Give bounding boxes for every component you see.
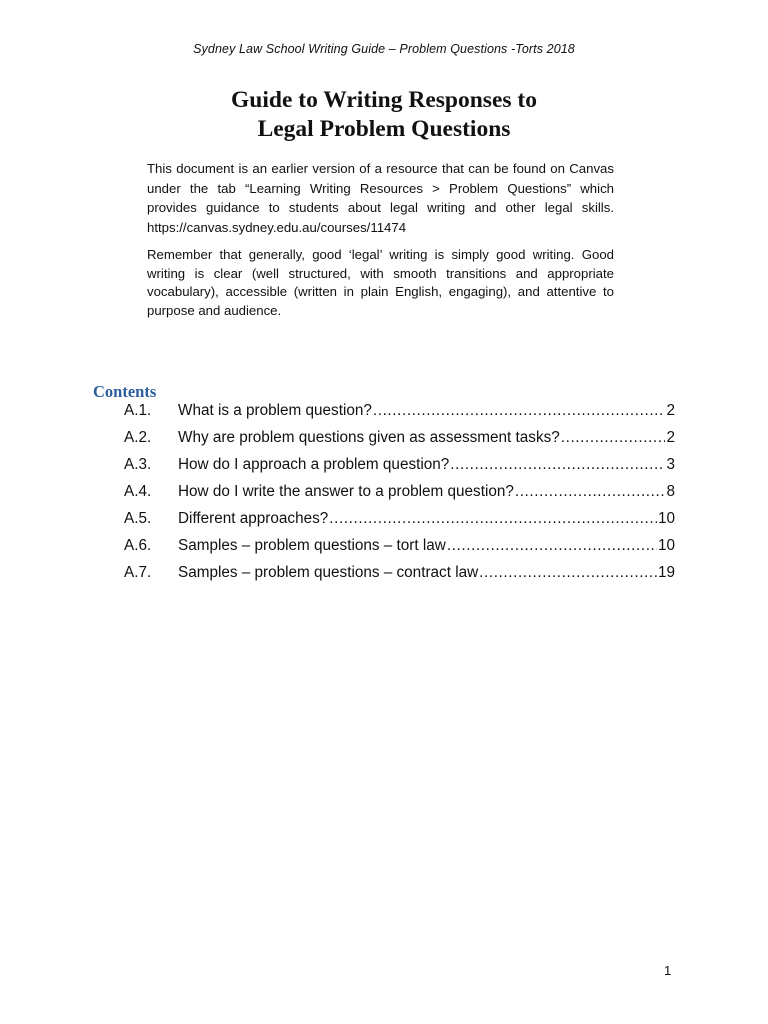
toc-entry-page: 3	[666, 456, 675, 473]
toc-entry[interactable]	[124, 483, 675, 510]
advice-paragraph: Remember that generally, good ‘legal’ writing is simply good writing. Good writing is clear (well structured, with smooth transitions and appropriate vocabulary), accessible (written in plain English, engaging), and attentive to purpose and audience.	[147, 247, 614, 318]
toc-entry-title: Why are problem questions given as assessment tasks?	[178, 429, 560, 446]
toc-dot-leader	[329, 510, 657, 528]
toc-entry-page: 2	[666, 429, 675, 446]
intro-paragraph: This document is an earlier version of a resource that can be found on Canvas under the tab “Learning Writing Resources > Problem Questions” which provides guidance to students about legal writing and other legal skills. https://canvas.sydney.edu.au/courses/11474	[147, 161, 614, 235]
toc-entry-number: A.7.	[124, 564, 152, 581]
toc-entry[interactable]	[124, 564, 675, 591]
title-line-2: Legal Problem Questions	[257, 116, 511, 142]
title-line-1: Guide to Writing Responses to	[231, 87, 537, 113]
toc-entry-number: A.6.	[124, 537, 152, 554]
toc-entry[interactable]	[124, 456, 675, 483]
toc-dot-leader	[515, 483, 666, 501]
toc-dot-leader	[561, 429, 666, 447]
toc-entry-number: A.2.	[124, 429, 152, 446]
document-title	[0, 86, 768, 144]
toc-entry-number: A.4.	[124, 483, 152, 500]
toc-entry[interactable]	[124, 510, 675, 537]
toc-dot-leader	[373, 402, 666, 420]
toc-entry-title: How do I approach a problem question?	[178, 456, 450, 473]
toc-entry-title: Different approaches?	[178, 510, 329, 527]
toc-dot-leader	[450, 456, 665, 474]
toc-entry-title: How do I write the answer to a problem question?	[178, 483, 514, 500]
toc-entry-number: A.1.	[124, 402, 152, 419]
contents-heading: Contents	[93, 382, 157, 401]
toc-entry-page: 10	[657, 537, 675, 554]
toc-entry[interactable]	[124, 402, 675, 429]
toc-entry-page: 2	[666, 402, 675, 419]
toc-entry-number: A.3.	[124, 456, 152, 473]
toc-entry-title: Samples – problem questions – contract law	[178, 564, 479, 581]
toc-entry-page: 19	[657, 564, 675, 581]
toc-entry-page: 8	[666, 483, 675, 500]
toc-entry-page: 10	[657, 510, 675, 527]
toc-entry-number: A.5.	[124, 510, 152, 527]
running-header: Sydney Law School Writing Guide – Problem Questions -Torts 2018	[193, 42, 575, 56]
page-number: 1	[664, 963, 672, 978]
toc-entry-title: Samples – problem questions – tort law	[178, 537, 446, 554]
toc-dot-leader	[479, 564, 657, 582]
toc-entry-title: What is a problem question?	[178, 402, 372, 419]
table-of-contents	[124, 402, 675, 591]
toc-entry[interactable]	[124, 429, 675, 456]
toc-entry[interactable]	[124, 537, 675, 564]
toc-dot-leader	[447, 537, 657, 555]
